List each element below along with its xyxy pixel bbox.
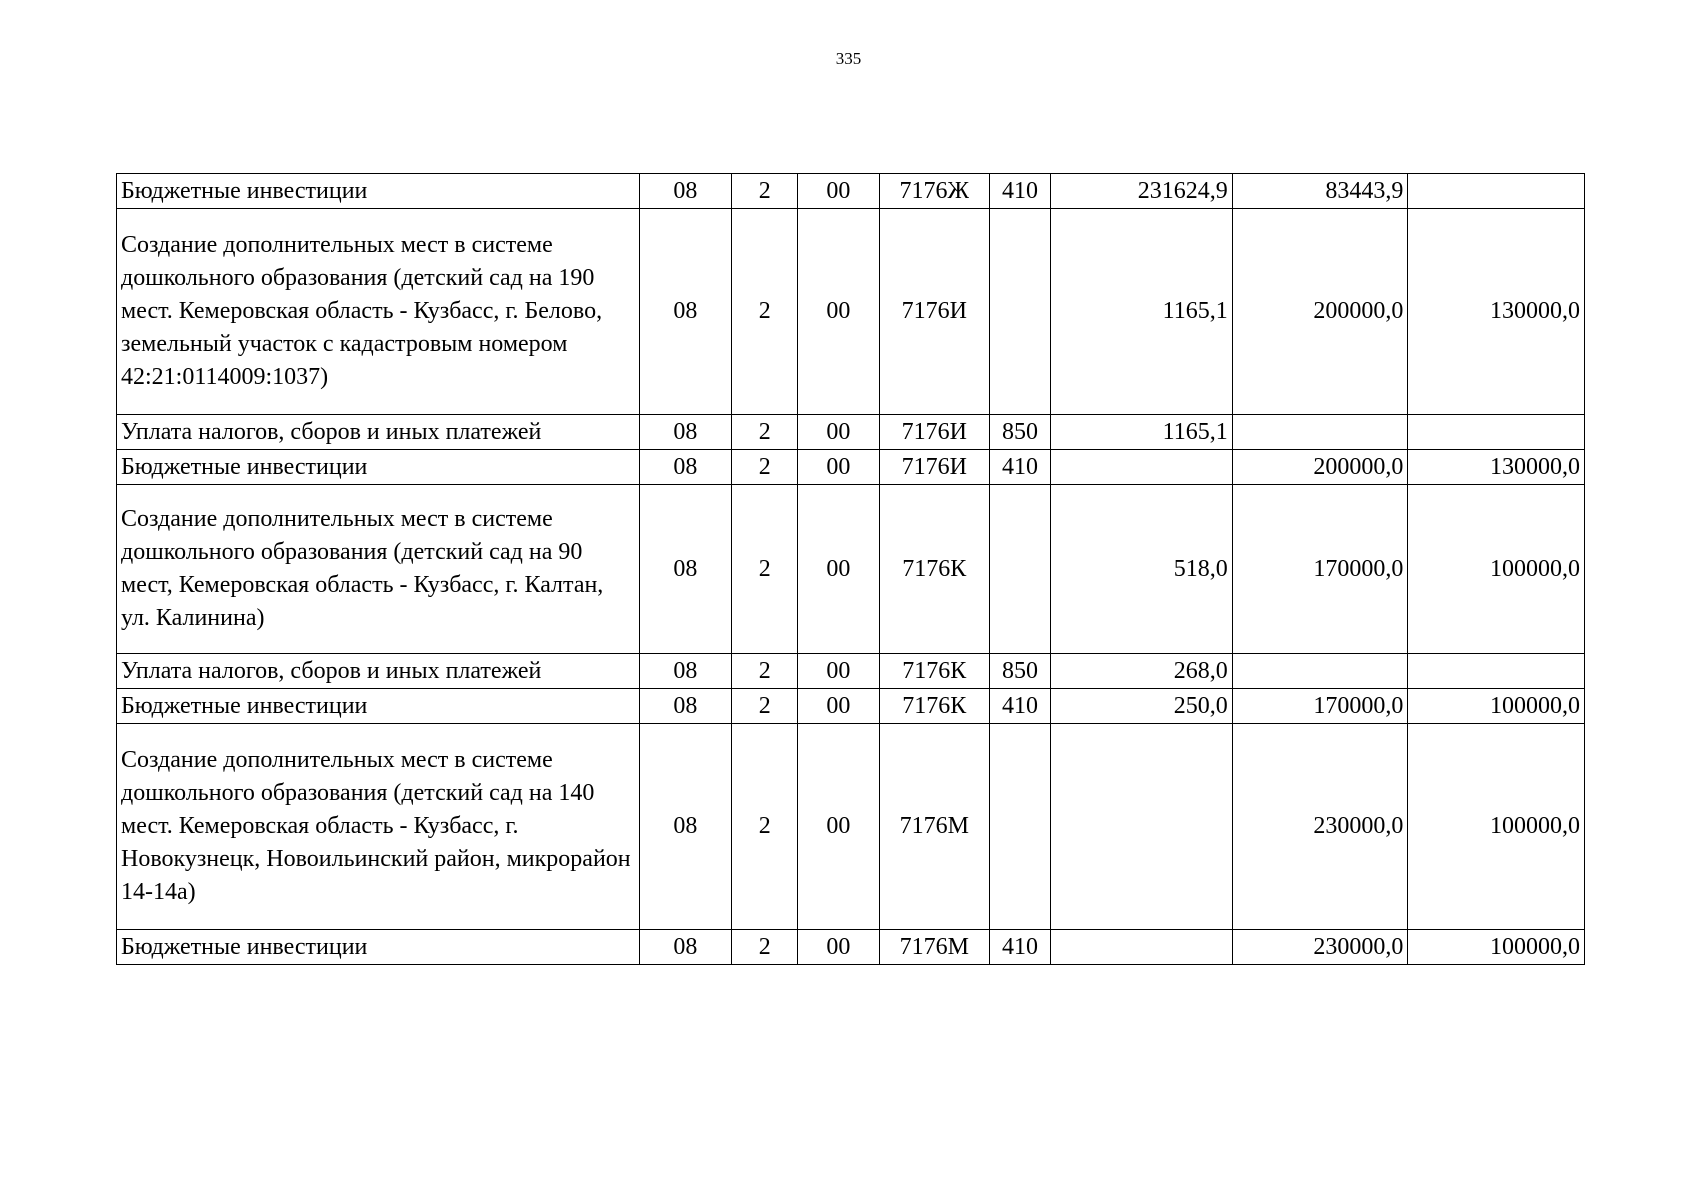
program-code: 2 [732, 689, 798, 724]
direction-code: 7176М [879, 724, 989, 930]
direction-code: 7176К [879, 689, 989, 724]
expense-type-code: 410 [989, 174, 1050, 209]
section-code: 08 [639, 930, 731, 965]
sum-year-3: 100000,0 [1408, 485, 1585, 654]
expense-type-code: 410 [989, 689, 1050, 724]
program-code: 2 [732, 450, 798, 485]
program-code: 2 [732, 415, 798, 450]
sum-year-3: 100000,0 [1408, 689, 1585, 724]
sum-year-1 [1051, 724, 1233, 930]
program-code: 2 [732, 654, 798, 689]
row-name: Бюджетные инвестиции [117, 450, 640, 485]
sum-year-1: 1165,1 [1051, 209, 1233, 415]
subprogram-code: 00 [798, 689, 879, 724]
program-code: 2 [732, 485, 798, 654]
sum-year-2: 83443,9 [1232, 174, 1408, 209]
subprogram-code: 00 [798, 415, 879, 450]
sum-year-1: 231624,9 [1051, 174, 1233, 209]
program-code: 2 [732, 209, 798, 415]
expense-type-code: 850 [989, 654, 1050, 689]
sum-year-2: 230000,0 [1232, 930, 1408, 965]
table-row [117, 450, 1585, 485]
table-row [117, 209, 1585, 415]
expense-type-code: 410 [989, 450, 1050, 485]
program-code: 2 [732, 174, 798, 209]
table-row [117, 485, 1585, 654]
sum-year-2: 200000,0 [1232, 450, 1408, 485]
expense-type-code [989, 209, 1050, 415]
sum-year-3: 100000,0 [1408, 930, 1585, 965]
sum-year-2: 170000,0 [1232, 485, 1408, 654]
subprogram-code: 00 [798, 724, 879, 930]
subprogram-code: 00 [798, 209, 879, 415]
direction-code: 7176И [879, 209, 989, 415]
sum-year-2: 170000,0 [1232, 689, 1408, 724]
direction-code: 7176М [879, 930, 989, 965]
table-row [117, 689, 1585, 724]
section-code: 08 [639, 724, 731, 930]
direction-code: 7176К [879, 654, 989, 689]
program-code: 2 [732, 930, 798, 965]
subprogram-code: 00 [798, 450, 879, 485]
table-row [117, 724, 1585, 930]
subprogram-code: 00 [798, 654, 879, 689]
sum-year-2 [1232, 654, 1408, 689]
direction-code: 7176К [879, 485, 989, 654]
expense-type-code [989, 485, 1050, 654]
section-code: 08 [639, 485, 731, 654]
row-name: Бюджетные инвестиции [117, 174, 640, 209]
table-row [117, 654, 1585, 689]
section-code: 08 [639, 450, 731, 485]
sum-year-1: 250,0 [1051, 689, 1233, 724]
sum-year-2 [1232, 415, 1408, 450]
sum-year-3: 130000,0 [1408, 209, 1585, 415]
sum-year-3 [1408, 415, 1585, 450]
table-row [117, 174, 1585, 209]
expense-type-code [989, 724, 1050, 930]
sum-year-3 [1408, 174, 1585, 209]
sum-year-1 [1051, 930, 1233, 965]
table-row [117, 930, 1585, 965]
section-code: 08 [639, 209, 731, 415]
row-name: Бюджетные инвестиции [117, 930, 640, 965]
direction-code: 7176И [879, 450, 989, 485]
subprogram-code: 00 [798, 485, 879, 654]
section-code: 08 [639, 689, 731, 724]
sum-year-3 [1408, 654, 1585, 689]
direction-code: 7176Ж [879, 174, 989, 209]
sum-year-1 [1051, 450, 1233, 485]
row-name: Бюджетные инвестиции [117, 689, 640, 724]
section-code: 08 [639, 415, 731, 450]
row-name: Уплата налогов, сборов и иных платежей [117, 415, 640, 450]
sum-year-2: 200000,0 [1232, 209, 1408, 415]
table-row [117, 415, 1585, 450]
section-code: 08 [639, 654, 731, 689]
sum-year-1: 1165,1 [1051, 415, 1233, 450]
row-name: Создание дополнительных мест в системе дошкольного образования (детский сад на 90 мест, Кемеровская область - Кузбасс, г. Калтан, ул. Калинина) [117, 485, 640, 654]
row-name: Уплата налогов, сборов и иных платежей [117, 654, 640, 689]
expense-type-code: 410 [989, 930, 1050, 965]
expense-type-code: 850 [989, 415, 1050, 450]
sum-year-1: 268,0 [1051, 654, 1233, 689]
program-code: 2 [732, 724, 798, 930]
sum-year-3: 100000,0 [1408, 724, 1585, 930]
subprogram-code: 00 [798, 174, 879, 209]
sum-year-2: 230000,0 [1232, 724, 1408, 930]
sum-year-1: 518,0 [1051, 485, 1233, 654]
subprogram-code: 00 [798, 930, 879, 965]
row-name: Создание дополнительных мест в системе дошкольного образования (детский сад на 190 мест. Кемеровская область - Кузбасс, г. Белово, земельный участок с кадастровым номером 42:21:0114009:1037) [117, 209, 640, 415]
budget-table [116, 173, 1585, 965]
sum-year-3: 130000,0 [1408, 450, 1585, 485]
section-code: 08 [639, 174, 731, 209]
page-number: 335 [835, 49, 862, 68]
row-name: Создание дополнительных мест в системе дошкольного образования (детский сад на 140 мест. Кемеровская область - Кузбасс, г. Новокузнецк, Новоильинский район, микрорайон 14-14а) [117, 724, 640, 930]
direction-code: 7176И [879, 415, 989, 450]
